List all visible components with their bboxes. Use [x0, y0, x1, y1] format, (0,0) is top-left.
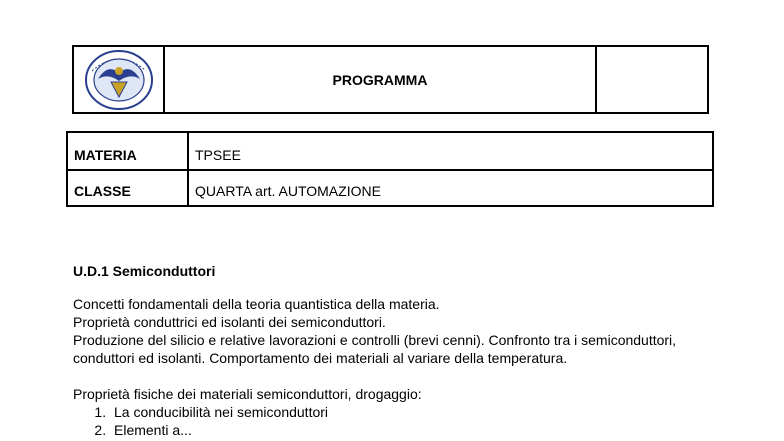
school-crest-logo-icon	[84, 49, 154, 111]
paragraph-line: Concetti fondamentali della teoria quantistica della materia.	[73, 296, 440, 312]
paragraph-line: Proprietà conduttrici ed isolanti dei semiconduttori.	[73, 314, 386, 330]
list-item: 2. Elementi a...	[110, 421, 703, 439]
unit-title: U.D.1 Semiconduttori	[73, 263, 216, 279]
materia-value: TPSEE	[195, 147, 241, 163]
info-row-materia	[68, 133, 712, 169]
materia-label: MATERIA	[68, 133, 189, 169]
list-intro: Proprietà fisiche dei materiali semiconduttori, drogaggio:	[73, 386, 422, 402]
classe-value: QUARTA art. AUTOMAZIONE	[195, 183, 381, 199]
document-content	[73, 262, 703, 439]
document-title: PROGRAMMA	[165, 47, 597, 112]
info-row-classe	[68, 169, 712, 205]
logo-cell	[74, 47, 165, 112]
info-table	[66, 131, 714, 207]
list-item: 1. La conducibilità nei semiconduttori	[110, 403, 703, 421]
topic-list	[73, 403, 703, 439]
paragraph-line: Produzione del silicio e relative lavorazioni e controlli (brevi cenni). Confronto tra i semiconduttori, conduttori ed isolanti. Comportamento dei materiali al variare della temperatura.	[73, 332, 677, 366]
header-table	[72, 45, 709, 114]
header-blank-cell	[597, 47, 707, 112]
classe-label: CLASSE	[68, 171, 189, 205]
